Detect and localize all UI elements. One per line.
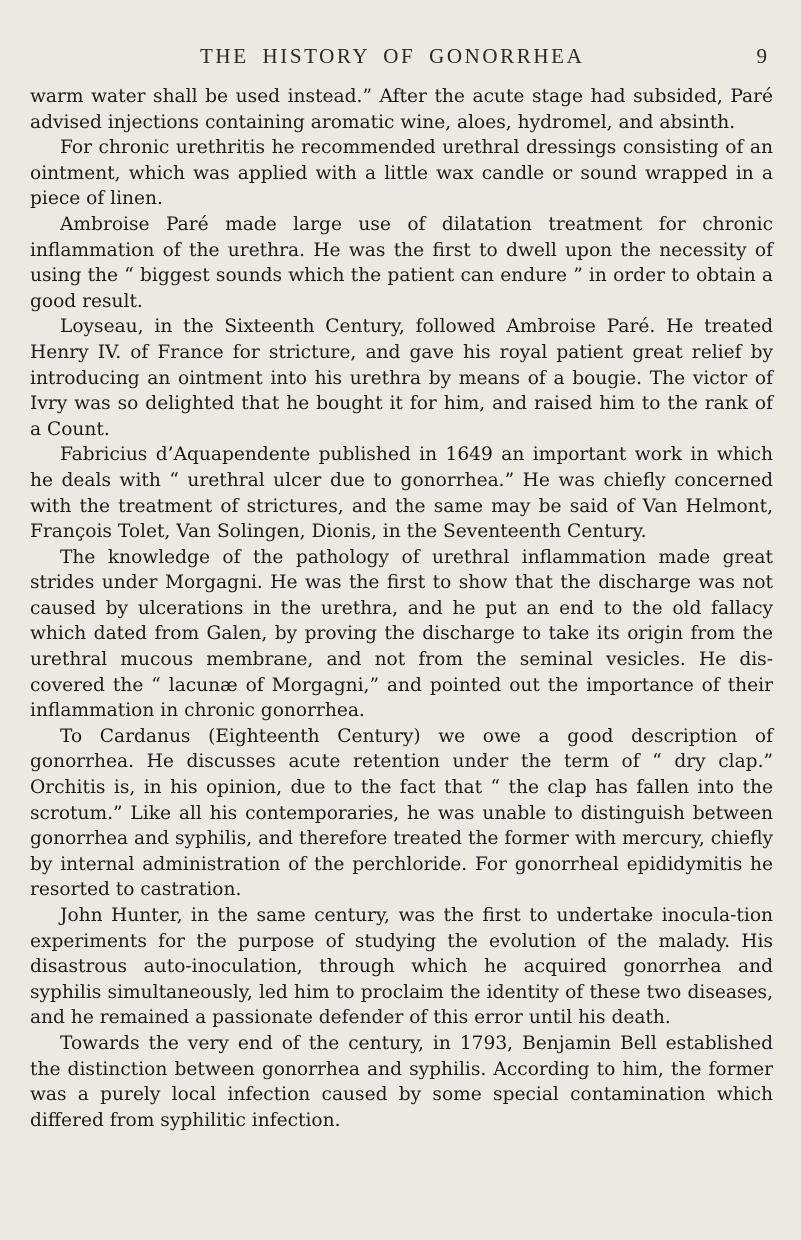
paragraph-loyseau: Loyseau, in the Sixteenth Century, followed Ambroise Paré. He treated Henry IV. of France for stricture, and gave his royal patient great relief by introducing an ointment into his urethra by means of a bougie. The victor of Ivry was so delighted that he bought it for him, and raised him to the rank of a Count. [30, 316, 773, 440]
paragraph-cardanus: To Cardanus (Eighteenth Century) we owe a good description of gonorrhea. He discusses acute retention under the term of “ dry clap.” Orchitis is, in his opinion, due to the fact that “ the clap has fallen into the scrotum.” Like all his contemporaries, he was unable to distinguish between gonorrhea and syphilis, and therefore treated the former with mercury, chiefly by internal administration of the perchloride. For gonorrheal epididymitis he resorted to castration. [30, 725, 773, 901]
paragraph-john-hunter: John Hunter, in the same century, was the first to undertake inocula-tion experiments for the purpose of studying the evolution of the malady. His disastrous auto-inoculation, through which he acquired gonorrhea and syphilis simultaneously, led him to proclaim the identity of these two diseases, and he remained a passionate defender of this error until his death. [30, 905, 773, 1029]
page-number: 9 [756, 44, 767, 68]
paragraph-chronic-urethritis: For chronic urethritis he recommended urethral dressings consisting of an ointment, which was applied with a little wax candle or sound wrapped in a piece of linen. [30, 137, 773, 210]
body-text [30, 84, 773, 1133]
paragraph-benjamin-bell: Towards the very end of the century, in 1793, Benjamin Bell established the distinction between gonorrhea and syphilis. According to him, the former was a purely local infection caused by some special contamination which differed from syphilitic infection. [30, 1032, 773, 1131]
paragraph-fabricius: Fabricius d’Aquapendente published in 1649 an important work in which he deals with “ urethral ulcer due to gonorrhea.” He was chiefly concerned with the treatment of strictures, and the same may be said of Van Helmont, François Tolet, Van Solingen, Dionis, in the Seventeenth Century. [30, 444, 773, 543]
running-head [190, 44, 777, 72]
paragraph-pare-dilatation: Ambroise Paré made large use of dilatation treatment for chronic inflammation of the urethra. He was the first to dwell upon the necessity of using the “ biggest sounds which the patient can endure ” in order to obtain a good result. [30, 213, 773, 312]
paragraph-morgagni: The knowledge of the pathology of urethral inflammation made great strides under Morgagni. He was the first to show that the discharge was not caused by ulcerations in the urethra, and he put an end to the old fallacy which dated from Galen, by proving the discharge to take its origin from the urethral mucous membrane, and not from the seminal vesicles. He dis-covered the “ lacunæ of Morgagni,” and pointed out the importance of their inflammation in chronic gonorrhea. [30, 546, 773, 722]
paragraph-continued: warm water shall be used instead.” After the acute stage had subsided, Paré advised injections containing aromatic wine, aloes, hydromel, and absinth. [30, 86, 773, 133]
running-title: THE HISTORY OF GONORRHEA [200, 44, 585, 68]
